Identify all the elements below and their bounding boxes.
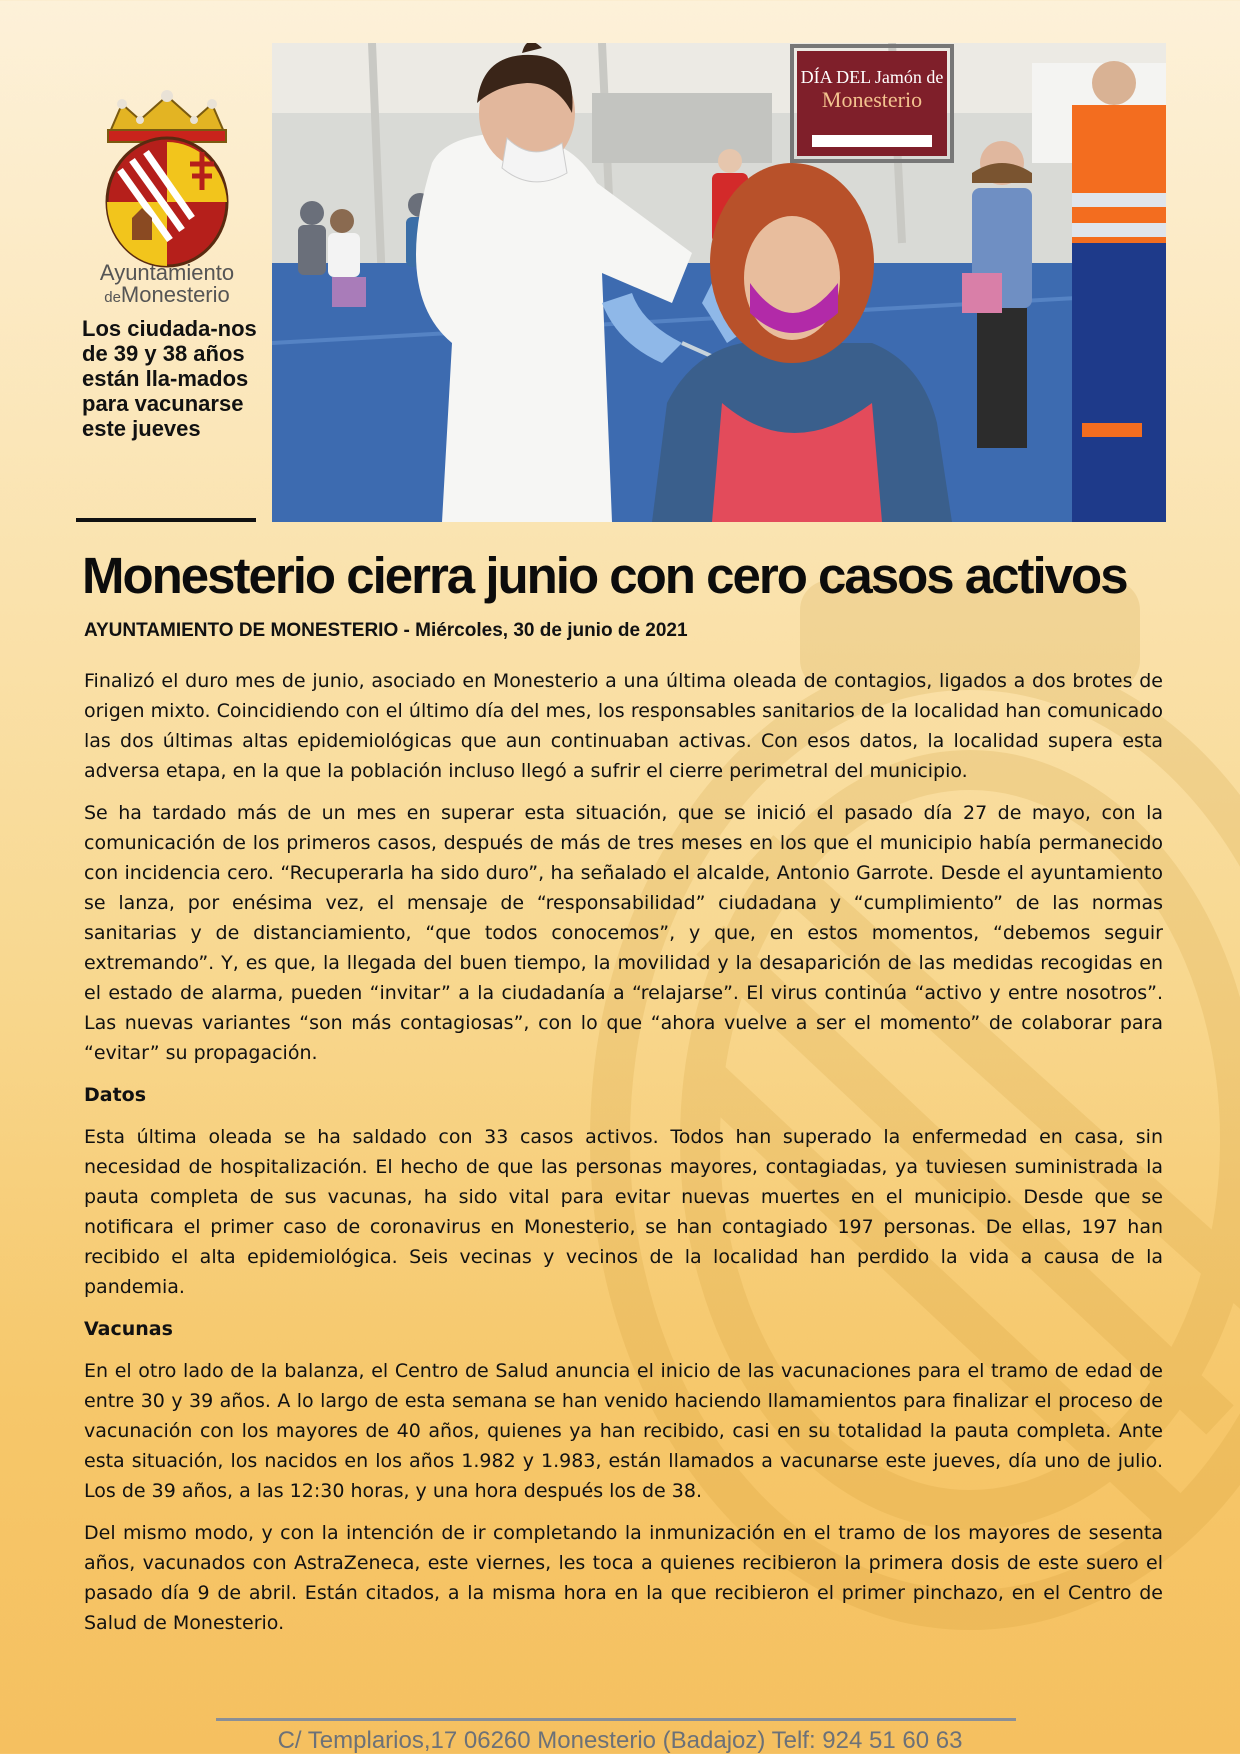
logo-prefix: de xyxy=(104,289,121,306)
paragraph-1: Finalizó el duro mes de junio, asociado en Monesterio a una última oleada de contagios, ligados a dos brotes de origen mixto. Coincidiendo con el último día del mes, los responsables sanitarios de la localidad han comunicado las dos últimas altas epidemiológicas que aun continuaban activas. Con esos datos, la localidad supera esta adversa etapa, en la que la población incluso llegó a sufrir el cierre perimetral del municipio. xyxy=(84,670,1163,782)
shield-icon xyxy=(107,138,227,266)
footer-address: C/ Templarios,17 06260 Monesterio (Badajoz) Telf: 924 51 60 63 xyxy=(277,1727,963,1754)
paragraph-4: En el otro lado de la balanza, el Centro de Salud anuncia el inicio de las vacunaciones para el tramo de edad de entre 30 y 39 años. A lo largo de esta semana se han venido haciendo llamamientos para finalizar el proceso de vacunación con los mayores de 40 años, quienes ya han recibido, casi en su totalidad la pauta completa. Ante esta situación, los nacidos en los años 1.982 y 1.983, están llamados a vacunarse este jueves, día uno de julio. Los de 39 años, a las 12:30 horas, y una hora después los de 38. xyxy=(84,1360,1163,1502)
subheading-datos: Datos xyxy=(84,1084,147,1106)
logo-name: Ayuntamiento xyxy=(99,260,235,285)
logo-caption xyxy=(62,262,272,309)
logo-place: Monesterio xyxy=(120,282,230,307)
vaccination-photo xyxy=(272,43,1166,522)
sidebar-teaser: Los ciudada-nos de 39 y 38 años están lla-mados para vacunarse este jueves xyxy=(82,316,257,441)
article-byline: AYUNTAMIENTO DE MONESTERIO - Miércoles, 30 de junio de 2021 xyxy=(84,620,688,641)
paragraph-3: Esta última oleada se ha saldado con 33 casos activos. Todos han superado la enfermedad en casa, sin necesidad de hospitalización. El hecho de que las personas mayores, contagiadas, ya tuviesen suministrada la pauta completa de sus vacunas, ha sido vital para evitar nuevas muertes en el municipio. Desde que se notificara el primer caso de coronavirus en Monesterio, se han contagiado 197 personas. De ellas, 197 han recibido el alta epidemiológica. Seis vecinas y vecinos de la localidad han perdido la vida a causa de la pandemia. xyxy=(84,1126,1163,1298)
subheading-vacunas: Vacunas xyxy=(84,1318,173,1340)
article-body xyxy=(84,666,1163,1650)
banner-line2: Monesterio xyxy=(821,87,923,112)
footer-divider xyxy=(216,1718,1016,1721)
crown-icon xyxy=(108,90,226,142)
paragraph-5: Del mismo modo, y con la intención de ir completando la inmunización en el tramo de los mayores de sesenta años, vacunados con AstraZeneca, este viernes, les toca a quienes recibieron la primera dosis de este suero el pasado día 9 de abril. Están citados, a la misma hora en la que recibieron el primer pinchazo, en el Centro de Salud de Monesterio. xyxy=(84,1522,1163,1634)
paragraph-2: Se ha tardado más de un mes en superar esta situación, que se inició el pasado día 27 de mayo, con la comunicación de los primeros casos, después de más de tres meses en los que el municipio había permanecido con incidencia cero. “Recuperarla ha sido duro”, ha señalado el alcalde, Antonio Garrote. Desde el ayuntamiento se lanza, por enésima vez, el mensaje de “responsabilidad” ciudadana y “cumplimiento” de las normas sanitarias y de distanciamiento, “que todos conocemos”, y que, en estos momentos, “debemos seguir extremando”. Y, es que, la llegada del buen tiempo, la movilidad y la desaparición de las medidas recogidas en el estado de alarma, pueden “invitar” a la ciudadanía a “relajarse”. El virus continúa “activo y entre nosotros”. Las nuevas variantes “son más contagiosas”, con lo que “ahora vuelve a ser el momento” de colaborar para “evitar” su propagación. xyxy=(84,802,1163,1064)
sidebar-divider xyxy=(76,518,256,522)
banner-line1: DÍA DEL Jamón de xyxy=(800,67,944,87)
article-headline: Monesterio cierra junio con cero casos activos xyxy=(82,547,1127,604)
